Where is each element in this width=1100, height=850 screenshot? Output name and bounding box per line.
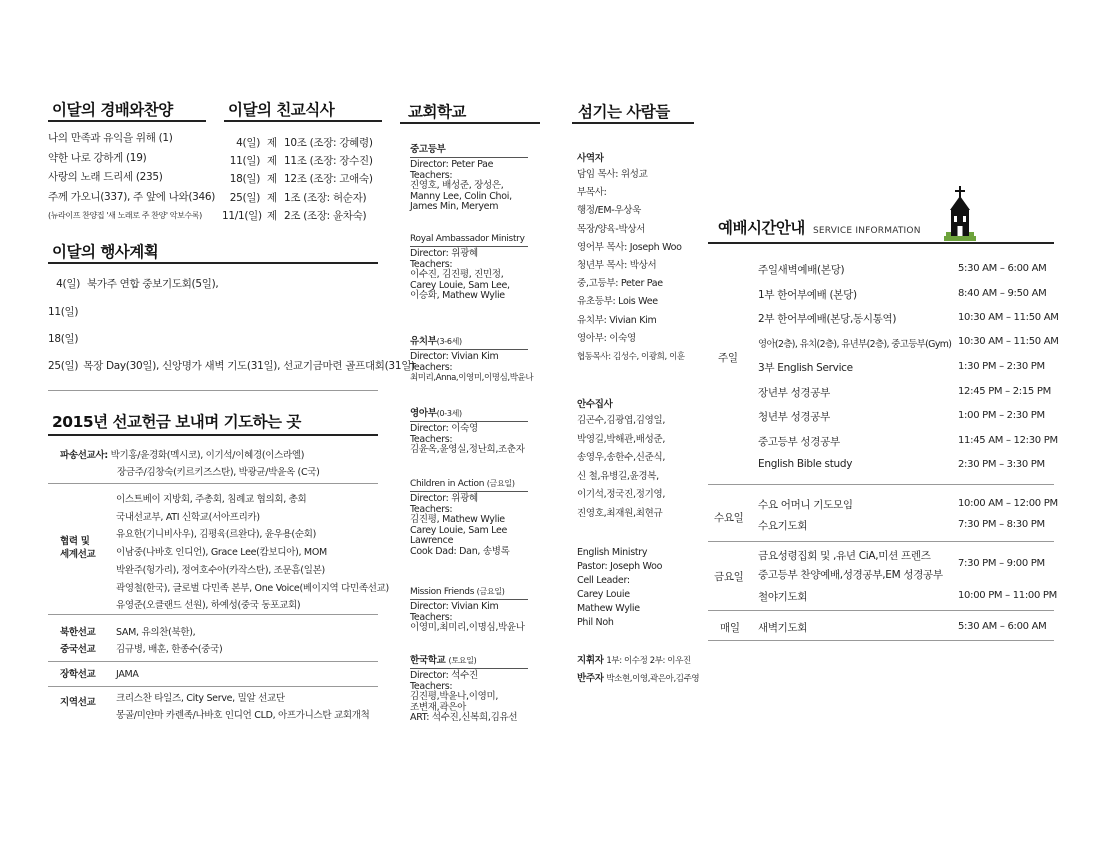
service-subtitle: SERVICE INFORMATION	[812, 226, 921, 236]
service-time: 8:40 AM – 9:50 AM	[958, 288, 1047, 299]
missions-divider	[48, 686, 378, 687]
service-name: 1부 한어부예배 (본당)	[758, 289, 857, 301]
staff-list: 담임 목사: 위성교 부목사: 행정/EM-우상욱 목장/양육-박상서 영어부 목사: Joseph Woo 청년부 목사: 박상서 중,고등부: Peter Pae 유초등부: Lois Wee 유치부: Vivian Kim 영아부: 이숙영 협동목사: 김성수, 이광희, 이훈	[577, 169, 685, 363]
events-title: 이달의 행사계획	[52, 243, 159, 261]
service-name: 수요기도회	[758, 520, 808, 532]
service-time: 7:30 PM – 9:00 PM	[958, 558, 1045, 569]
school-section-kinder: 유치부(3-6세) Director: Vivian Kim Teachers: 최미리,Anna,이영미,이명심,박윤나	[410, 336, 534, 383]
service-name: 수요 어머니 기도모임	[758, 499, 853, 511]
missions-divider	[48, 661, 378, 662]
service-time: 1:30 PM – 2:30 PM	[958, 361, 1045, 372]
school-section-youth: 중고등부 Director: Peter Pae Teachers: 진영호, 배성준, 장성은, Manny Lee, Colin Choi, James Min, Meryem	[410, 141, 545, 213]
service-rule	[708, 242, 1054, 244]
service-name: 중고등부 성경공부	[758, 436, 840, 448]
event-row: 18(일)	[48, 333, 79, 345]
fellowship-row: 18(일) 제 12조 (조장: 고애숙)	[229, 173, 373, 186]
service-time: 7:30 PM – 8:30 PM	[958, 519, 1045, 530]
school-rule	[400, 122, 540, 124]
service-time: 10:30 AM – 11:50 AM	[958, 336, 1059, 347]
school-section-cia: Children in Action (금요일) Director: 위광혜 Teachers: 김진평, Mathew Wylie Carey Louie, Sam Lee Lawrence Cook Dad: Dan, 송병록	[410, 478, 545, 557]
scholarship-mission: 장학선교 JAMA	[60, 669, 139, 680]
school-section-infant: 영아부(0-3세) Director: 이숙영 Teachers: 김윤옥,윤영실,정난희,조춘자	[410, 405, 545, 456]
servants-title: 섬기는 사람들	[578, 103, 670, 121]
fellowship-list	[222, 134, 373, 225]
events-rule	[48, 262, 378, 264]
fellowship-rule	[224, 120, 382, 122]
events-divider	[48, 390, 378, 391]
service-time: 12:45 PM – 2:15 PM	[958, 386, 1051, 397]
service-divider	[708, 484, 1054, 485]
day-label-wednesday: 수요일	[714, 512, 744, 524]
sent-missionaries: 파송선교사: 박기홍/윤경화(멕시코), 이기석/이혜경(이스라엘) 장금주/김창숙(키르키즈스탄), 박광균/박윤옥 (C국)	[60, 450, 320, 478]
local-label: 지역선교	[60, 697, 96, 708]
deacon-list: 김곤수,김광엽,김영일, 박영길,박해관,배성준, 송영우,송한수,신준식, 신 철,유병길,윤경복, 이기석,정국진,정기영, 진영호,최재원,최현규	[577, 415, 666, 519]
coop-label: 협력 및 세계선교	[60, 536, 96, 560]
service-time: 10:00 PM – 11:00 PM	[958, 590, 1057, 601]
hymn-item: 나의 만족과 유익을 위해 (1)	[48, 132, 173, 144]
service-time: 5:30 AM – 6:00 AM	[958, 263, 1047, 274]
local-list: 크리스찬 타일즈, City Serve, 밀알 선교단 몽골/미얀마 카렌족/나바호 인디언 CLD, 아프가니스탄 교회개척	[116, 693, 370, 721]
day-label-friday: 금요일	[714, 571, 744, 583]
missions-divider	[48, 614, 378, 615]
service-divider	[708, 610, 1054, 611]
service-divider	[708, 640, 1054, 641]
hymns-list	[48, 129, 215, 226]
service-divider	[708, 541, 1054, 542]
hymn-item: 약한 나로 강하게 (19)	[48, 151, 147, 164]
service-name: 장년부 성경공부	[758, 387, 830, 399]
service-time: 10:00 AM – 12:00 PM	[958, 498, 1058, 509]
event-row: 25(일) 목장 Day(30일), 신앙명가 새벽 기도(31일), 선교기금마련 골프대회(31일)	[48, 360, 415, 372]
service-name: 청년부 성경공부	[758, 411, 830, 423]
staff-label: 사역자	[577, 153, 604, 164]
service-name: 영아(2층), 유치(2층), 유년부(2층), 중고등부(Gym)	[758, 339, 952, 350]
service-name: 3부 English Service	[758, 362, 853, 374]
fellowship-row: 25(일) 제 1조 (조장: 허순자)	[229, 191, 367, 204]
sent-label: 파송선교사:	[60, 450, 108, 461]
service-title: 예배시간안내	[718, 219, 805, 237]
service-time: 11:45 AM – 12:30 PM	[958, 435, 1058, 446]
hymn-item: 사랑의 노래 드리세 (235)	[48, 171, 163, 183]
fellowship-row: 11/1(일) 제 2조 (조장: 윤차숙)	[222, 209, 367, 222]
music-team: 지휘자 1부: 이수정 2부: 이우진 반주자 박소현,이영,곽은아,김주영	[577, 655, 700, 684]
hymns-rule	[48, 120, 206, 122]
nk-cn-missions: 북한선교 SAM, 유의찬(북한), 중국선교 김규병, 배훈, 한종수(중국)	[60, 627, 223, 655]
hymns-title: 이달의 경배와찬양	[52, 101, 173, 119]
coop-list: 이스트베이 지방회, 주총회, 침례교 협의회, 총회 국내선교부, ATI 신학교(서아프리카) 유요한(기니비사우), 김평육(르완다), 윤우용(순회) 이남중(나바호 인디언), Grace Lee(캄보디아), MOM 박완주(헝가리), 정여호수아(카작스탄), 조문흠(일본) 곽영철(한국), 글로벌 다민족 본부, One Voice(베이지역 다민족선교) 유영준(오클랜드 선원), 하예성(중국 동포교회)	[116, 494, 389, 612]
service-time: 1:00 PM – 2:30 PM	[958, 410, 1045, 421]
church-icon	[942, 184, 978, 242]
service-time: 10:30 AM – 11:50 AM	[958, 312, 1059, 323]
fellowship-row: 4(일) 제 10조 (조장: 강혜령)	[236, 137, 373, 149]
hymn-item: 주께 가오니(337), 주 앞에 나와(346)	[48, 190, 216, 203]
missions-divider	[48, 483, 378, 484]
fellowship-title: 이달의 친교식사	[228, 101, 335, 119]
fellowship-row: 11(일) 제 11조 (조장: 장수진)	[229, 155, 373, 168]
deacon-label: 안수집사	[577, 399, 613, 410]
service-name: English Bible study	[758, 458, 853, 470]
service-name: 주일새벽예배(본당)	[758, 264, 845, 276]
school-section-mission-friends: Mission Friends (금요일) Director: Vivian Kim Teachers: 이영미,최미리,이명심,박윤나	[410, 586, 545, 634]
school-title: 교회학교	[408, 103, 466, 121]
hymns-note: (뉴라이프 찬양집 '새 노래로 주 찬양' 악보수록)	[48, 211, 202, 220]
day-label-sunday: 주일	[718, 352, 738, 364]
day-label-daily: 매일	[720, 622, 740, 634]
missions-rule	[48, 434, 378, 436]
service-time: 5:30 AM – 6:00 AM	[958, 621, 1047, 632]
service-name: 철야기도회	[758, 591, 808, 603]
school-section-korean: 한국학교 (토요일) Director: 석수진 Teachers: 김진평,박윤나,이영미, 조변재,곽은아 ART: 석수진,신복희,김유선	[410, 652, 545, 724]
service-header	[718, 216, 921, 238]
english-ministry: English Ministry Pastor: Joseph Woo Cell Leader: Carey Louie Mathew Wylie Phil Noh	[577, 547, 663, 628]
missions-title: 2015년 선교헌금 보내며 기도하는 곳	[52, 413, 301, 431]
service-name: 새벽기도회	[758, 622, 808, 634]
event-row: 4(일) 북가주 연합 중보기도회(5일),	[56, 278, 219, 290]
service-name: 중고등부 찬양예배,성경공부,EM 성경공부	[758, 569, 943, 581]
school-section-ra: Royal Ambassador Ministry Director: 위광혜 Teachers: 이수진, 김진평, 진민정, Carey Louie, Sam Lee, 이승화, Mathew Wylie	[410, 234, 545, 302]
service-time: 2:30 PM – 3:30 PM	[958, 459, 1045, 470]
service-name: 금요성령집회 및 ,유년 CiA,미션 프렌즈	[758, 550, 931, 562]
service-name: 2부 한어부예배(본당,동시통역)	[758, 313, 897, 325]
event-row: 11(일)	[48, 306, 79, 318]
servants-rule	[572, 122, 694, 124]
